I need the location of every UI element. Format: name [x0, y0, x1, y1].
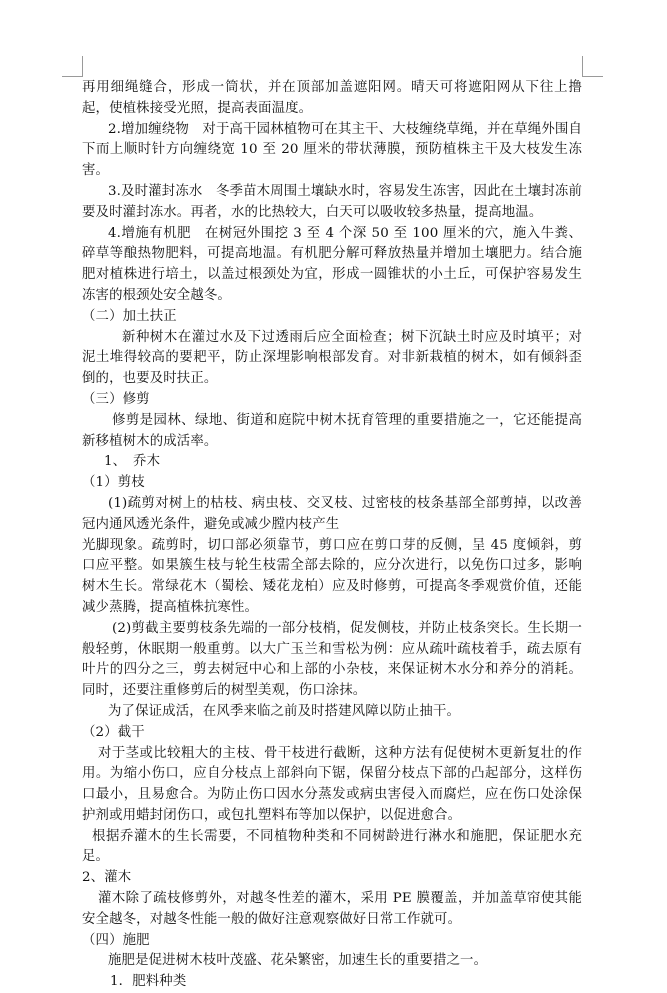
- document-page: [82, 78, 582, 993]
- section-heading-4: （四）施肥: [82, 932, 150, 948]
- paragraph-10: 为了保证成活，在风季来临之前及时搭建风障以防止抽干。: [108, 703, 461, 719]
- paragraph-6: 修剪是园林、绿地、街道和庭院中树木抚育管理的重要措施之一，它还能提高新移植树木的成活率。: [82, 412, 582, 449]
- paragraph-7: (1)疏剪对树上的枯枝、病虫枝、交叉枝、过密枝的枝条基部全部剪掉，以改善冠内通风透光条件，避免或减少膛内枝产生: [82, 495, 582, 532]
- subheading-tree: 1、 乔木: [104, 454, 161, 470]
- crop-mark-top-left: [62, 56, 83, 77]
- subheading-shrub: 2、灌木: [82, 870, 132, 886]
- paragraph-8: 光脚现象。疏剪时，切口部必须靠节，剪口应在剪口芽的反侧，呈 45 度倾斜，剪口应平整。如果簇生枝与轮生枝需全部去除的，应分次进行，以免伤口过多，影响树木生长。常绿花木（蜀桧、矮花龙柏）应及时修剪，可提高冬季观赏价值，还能减少蒸腾，提高植株抗寒性。: [82, 537, 582, 615]
- paragraph-9: (2)剪截主要剪枝条先端的一部分枝梢，促发侧枝，并防止枝条突长。生长期一般轻剪，休眠期一般重剪。以大广玉兰和雪松为例：应从疏叶疏枝着手，疏去原有叶片的四分之三，剪去树冠中心和上部的小杂枝，来保证树木水分和养分的消耗。同时，还要注重修剪后的树型美观，伤口涂抹。: [82, 620, 582, 699]
- paragraph-3: 3.及时灌封冻水 冬季苗木周围土壤缺水时，容易发生冻害，因此在土壤封冻前要及时灌封冻水。再者，水的比热较大，白天可以吸收较多热量，提高地温。: [82, 183, 582, 220]
- paragraph-13: 灌木除了疏枝修剪外，对越冬性差的灌木，采用 PE 膜覆盖，并加盖草帘使其能安全越冬，对越冬性能一般的做好注意观察做好日常工作就可。: [82, 891, 582, 927]
- subheading-fertilizer-types: 1．肥料种类: [110, 974, 187, 990]
- subheading-pruning: （1）剪枝: [82, 475, 145, 491]
- paragraph-4: 4.增施有机肥 在树冠外围挖 3 至 4 个深 50 至 100 厘米的穴，施入牛粪、碎草等酿热物肥料，可提高地温。有机肥分解可释放热量并增加土壤肥力。结合施肥对植株进行培土，以盖过根颈处为宜，形成一圆锥状的小土丘，可保护容易发生冻害的根颈处安全越冬。: [82, 225, 582, 303]
- section-heading-2: （二）加土扶正: [82, 308, 177, 324]
- paragraph-2: 2.增加缠绕物 对于高干园林植物可在其主干、大枝缠绕草绳，并在草绳外围自下而上顺时针方向缠绕宽 10 至 20 厘米的带状薄膜，预防植株主干及大枝发生冻害。: [82, 121, 582, 179]
- paragraph-1: 再用细绳缝合，形成一筒状，并在顶部加盖遮阳网。晴天可将遮阳网从下往上撸起，使植株接受光照，提高表面温度。: [82, 80, 582, 116]
- crop-mark-top-right: [582, 56, 603, 77]
- subheading-trunk-cut: （2）截干: [82, 724, 145, 740]
- section-heading-3: （三）修剪: [82, 391, 150, 407]
- paragraph-5: 新种树木在灌过水及下过透雨后应全面检查；树下沉缺土时应及时填平；对泥土堆得较高的要耙平，防止深埋影响根部发育。对非新栽植的树木，如有倾斜歪倒的，也要及时扶正。: [82, 329, 582, 387]
- paragraph-14: 施肥是促进树木枝叶茂盛、花朵繁密，加速生长的重要措之一。: [108, 953, 488, 969]
- paragraph-12: 根据乔灌木的生长需要，不同植物种类和不同树龄进行淋水和施肥，保证肥水充足。: [82, 828, 582, 865]
- paragraph-11: 对于茎或比较粗大的主枝、骨干枝进行截断，这种方法有促使树木更新复壮的作用。为缩小伤口，应自分枝点上部斜向下锯，保留分枝点下部的凸起部分，这样伤口最小，且易愈合。为防止伤口因水分蒸发或病虫害侵入而腐烂，应在伤口处涂保护剂或用蜡封闭伤口，或包扎塑料布等加以保护，以促进愈合。: [82, 745, 582, 823]
